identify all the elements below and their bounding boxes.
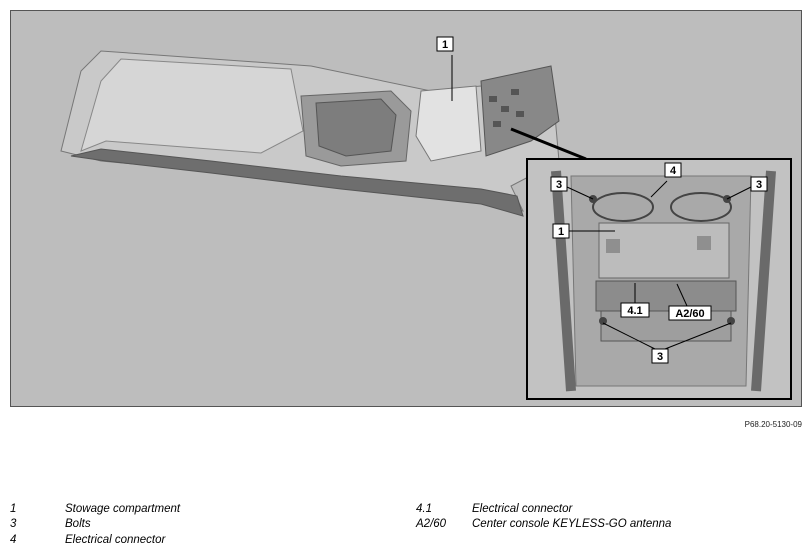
callout-inset-4: 4 — [669, 165, 677, 177]
callout-inset-1: 1 — [557, 226, 565, 238]
legend-desc: Electrical connector — [65, 534, 166, 546]
legend-desc: Stowage compartment — [65, 503, 181, 515]
center-console-drawing — [61, 51, 559, 216]
legend-desc: Electrical connector — [472, 503, 573, 515]
legend-desc: Center console KEYLESS-GO antenna — [472, 518, 672, 530]
callout-main-1: 1 — [441, 39, 449, 51]
callout-inset-4-1: 4.1 — [627, 305, 643, 317]
legend-key: 3 — [10, 518, 17, 530]
legend-key: 4 — [10, 534, 17, 546]
legend-key: 4.1 — [416, 503, 432, 515]
illustration-frame — [10, 10, 802, 407]
callout-inset-3-right: 3 — [755, 179, 763, 191]
figure-id: P68.20-5130-09 — [744, 420, 802, 429]
center-console-illustration — [11, 11, 803, 408]
legend-desc: Bolts — [65, 518, 91, 530]
legend-left — [10, 503, 390, 553]
callout-inset-a2-60: A2/60 — [675, 308, 705, 320]
legend-right — [416, 503, 806, 537]
legend-key: A2/60 — [416, 518, 447, 530]
callout-inset-3-left: 3 — [555, 179, 563, 191]
legend-key: 1 — [10, 503, 17, 515]
callout-inset-3-bottom: 3 — [656, 351, 664, 363]
